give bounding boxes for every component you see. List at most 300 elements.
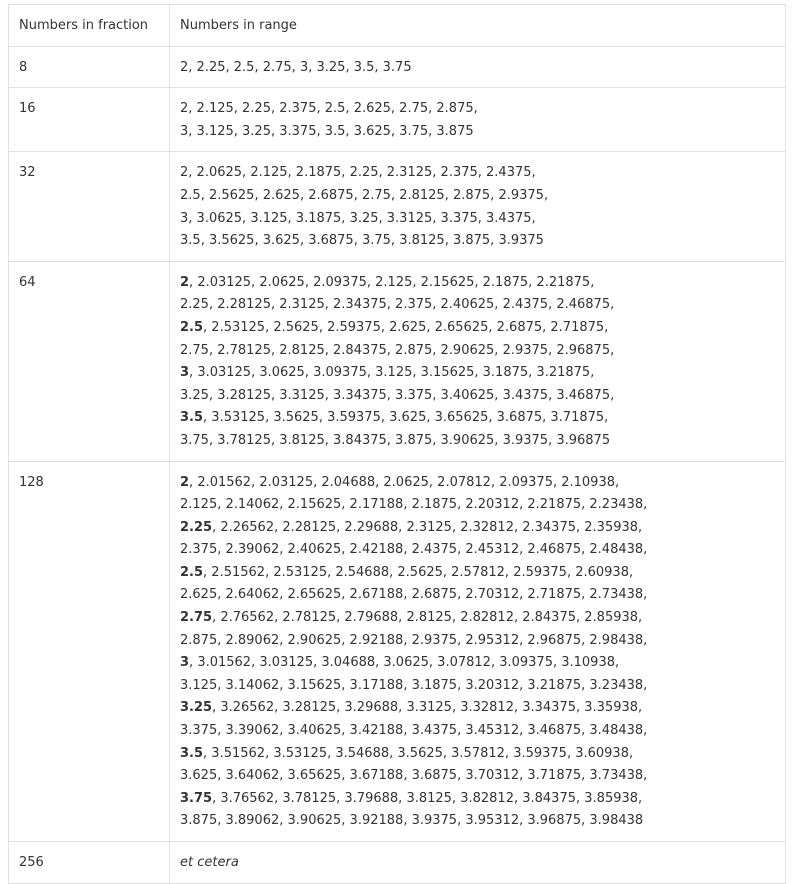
fraction-range-table	[8, 4, 786, 884]
value-separator: ,	[477, 210, 487, 226]
range-value: 3.15625	[420, 365, 475, 381]
range-line	[180, 230, 775, 253]
line-end-comma: ,	[643, 632, 648, 648]
value-separator: ,	[528, 365, 537, 381]
value-separator: ,	[576, 519, 585, 535]
range-value: 2.9375	[502, 342, 549, 358]
range-value: 3.53125	[211, 410, 266, 426]
range-value: 2.53125	[273, 564, 328, 580]
range-line	[180, 584, 775, 607]
range-line	[180, 810, 775, 833]
value-separator: ,	[490, 187, 499, 203]
range-value: 3.73438	[589, 768, 644, 784]
value-separator: ,	[403, 497, 412, 513]
line-end-comma: ,	[543, 187, 549, 203]
range-value: 2.26562	[220, 519, 275, 535]
range-value: 2.375	[395, 297, 433, 313]
range-value: 2.125	[196, 101, 234, 117]
range-value: 2.40625	[287, 542, 342, 558]
range-value: 3.25	[349, 210, 379, 226]
value-separator: ,	[519, 632, 528, 648]
range-value: 2	[180, 59, 189, 75]
value-separator: ,	[203, 745, 212, 761]
range-value: 2.6875	[308, 187, 354, 203]
range-value: 2.4375	[411, 542, 458, 558]
range-value: 3.75	[361, 233, 391, 249]
range-value: 3.5	[180, 410, 204, 426]
value-separator: ,	[576, 790, 585, 806]
value-separator: ,	[519, 768, 528, 784]
range-value: 2.45312	[465, 542, 520, 558]
et-cetera-note: et cetera	[180, 855, 239, 870]
value-separator: ,	[324, 342, 334, 358]
line-end-comma: ,	[610, 387, 615, 403]
range-value: 2.35938	[584, 519, 639, 535]
range-value: 3.03125	[259, 655, 314, 671]
value-separator: ,	[548, 342, 557, 358]
range-value: 3.125	[375, 365, 413, 381]
range-value: 2.96875	[556, 342, 611, 358]
range-value: 3.5	[180, 233, 201, 249]
value-separator: ,	[386, 297, 396, 313]
range-line	[180, 317, 775, 340]
line-end-comma: ,	[643, 723, 648, 739]
value-separator: ,	[488, 410, 497, 426]
range-value: 2.84375	[333, 342, 387, 358]
range-value: 3.78125	[282, 790, 337, 806]
range-line	[180, 208, 775, 231]
value-separator: ,	[528, 274, 537, 290]
value-separator: ,	[212, 519, 221, 535]
range-value: 2.1875	[295, 165, 342, 181]
value-separator: ,	[566, 745, 576, 761]
range-value: 2.5	[180, 564, 204, 580]
range-value: 3.0625	[383, 655, 429, 671]
range-value: 3.40625	[440, 387, 495, 403]
range-value: 2.03125	[197, 274, 252, 290]
value-separator: ,	[374, 59, 383, 75]
range-value: 3.75	[382, 59, 412, 75]
range-value: 2.90625	[440, 342, 495, 358]
range-line	[180, 652, 775, 675]
range-value: 3.125	[180, 677, 218, 693]
value-separator: ,	[566, 564, 576, 580]
range-value: 3.125	[196, 123, 234, 139]
range-value: 3.92188	[349, 813, 404, 829]
value-separator: ,	[494, 432, 503, 448]
value-separator: ,	[345, 59, 354, 75]
range-value: 3.98438	[589, 813, 644, 829]
range-value: 2.5625	[397, 564, 443, 580]
value-separator: ,	[513, 790, 523, 806]
value-separator: ,	[390, 101, 400, 117]
range-value: 2.1875	[482, 274, 529, 290]
range-value: 2	[180, 474, 190, 490]
range-value: 2.98438	[589, 632, 644, 648]
range-value: 3.60938	[575, 745, 629, 761]
range-line	[180, 430, 775, 453]
value-separator: ,	[304, 365, 314, 381]
value-separator: ,	[490, 655, 500, 671]
range-value: 2.15625	[287, 497, 342, 513]
value-separator: ,	[398, 610, 407, 626]
value-separator: ,	[270, 123, 280, 139]
value-separator: ,	[225, 59, 234, 75]
value-separator: ,	[457, 587, 466, 603]
range-value: 3.25	[316, 59, 346, 75]
value-separator: ,	[242, 165, 251, 181]
value-separator: ,	[378, 210, 387, 226]
range-value: 2.5	[180, 319, 204, 335]
range-value: 2.59375	[327, 319, 381, 335]
value-separator: ,	[428, 101, 437, 117]
line-end-comma: ,	[604, 410, 609, 426]
range-value: 3.875	[452, 233, 491, 249]
line-end-comma: ,	[590, 365, 595, 381]
range-value: 3.35938	[584, 700, 639, 716]
table-row	[9, 152, 786, 261]
range-value: 2.6875	[411, 587, 458, 603]
range-value: 2.625	[262, 187, 300, 203]
table-row	[9, 46, 786, 88]
range-value: 2.25	[180, 519, 213, 535]
range-value: 3.4375	[411, 723, 458, 739]
value-separator: ,	[217, 723, 226, 739]
range-value: 3.21875	[536, 365, 591, 381]
range-value: 2.25	[349, 165, 379, 181]
range-line	[180, 517, 775, 540]
range-value: 3.40625	[287, 723, 342, 739]
value-separator: ,	[287, 165, 296, 181]
value-separator: ,	[188, 123, 197, 139]
value-separator: ,	[189, 274, 198, 290]
value-separator: ,	[270, 387, 280, 403]
range-line	[180, 494, 775, 517]
range-value: 3.53125	[273, 745, 328, 761]
range-value: 2.4375	[502, 297, 549, 313]
range-value: 3.3125	[279, 387, 325, 403]
range-value: 2.78125	[217, 342, 271, 358]
value-separator: ,	[341, 542, 350, 558]
range-value: 2	[180, 101, 189, 117]
header-row	[9, 5, 786, 47]
value-separator: ,	[324, 432, 334, 448]
range-value: 3.14062	[225, 677, 280, 693]
table-row	[9, 842, 786, 884]
value-separator: ,	[457, 542, 466, 558]
range-line	[180, 607, 775, 630]
line-end-comma: ,	[643, 542, 648, 558]
value-separator: ,	[581, 497, 590, 513]
range-value: 2.0625	[259, 274, 305, 290]
range-value: 3.28125	[282, 700, 337, 716]
range-value: 3.875	[180, 813, 218, 829]
range-value: 3.9375	[411, 813, 458, 829]
value-separator: ,	[432, 210, 441, 226]
range-value: 3.75	[180, 432, 209, 448]
range-value: 3.8125	[399, 233, 445, 249]
range-value: 3.39062	[225, 723, 280, 739]
range-value: 2.09375	[499, 474, 553, 490]
range-value: 2.28125	[217, 297, 271, 313]
value-separator: ,	[548, 432, 557, 448]
range-value: 3.875	[395, 432, 433, 448]
range-value: 3.70312	[465, 768, 520, 784]
value-separator: ,	[341, 632, 350, 648]
range-value: 3.1875	[295, 210, 342, 226]
range-cell	[170, 152, 786, 261]
value-separator: ,	[542, 410, 551, 426]
range-cell	[170, 261, 786, 461]
range-value: 2.46875	[556, 297, 611, 313]
table-row	[9, 261, 786, 461]
value-separator: ,	[299, 187, 309, 203]
range-value: 2.79688	[344, 610, 399, 626]
range-value: 2.5	[233, 59, 255, 75]
range-value: 2.59375	[513, 564, 567, 580]
range-value: 2.60938	[575, 564, 629, 580]
value-separator: ,	[251, 474, 260, 490]
range-value: 3.01562	[197, 655, 252, 671]
value-separator: ,	[513, 700, 523, 716]
value-separator: ,	[313, 655, 322, 671]
range-value: 3.20312	[465, 677, 520, 693]
range-value: 3.85938	[584, 790, 639, 806]
header-numbers-in-fraction: Numbers in fraction	[9, 5, 170, 47]
range-value: 2.23438	[589, 497, 644, 513]
value-separator: ,	[353, 233, 362, 249]
value-separator: ,	[316, 123, 325, 139]
value-separator: ,	[279, 542, 288, 558]
range-value: 2.42188	[349, 542, 404, 558]
value-separator: ,	[444, 187, 453, 203]
range-value: 2.25	[242, 101, 271, 117]
range-value: 3.42188	[349, 723, 404, 739]
range-value: 3.9375	[502, 432, 549, 448]
range-value: 2.14062	[225, 497, 280, 513]
range-value: 3.84375	[522, 790, 576, 806]
range-value: 2.8125	[279, 342, 325, 358]
range-value: 2.875	[180, 632, 218, 648]
range-value: 3.8125	[406, 790, 452, 806]
range-value: 3.21875	[527, 677, 582, 693]
range-value: 2.125	[250, 165, 288, 181]
range-value: 2.20312	[465, 497, 520, 513]
range-value: 2.21875	[527, 497, 582, 513]
range-value: 2.625	[353, 101, 391, 117]
range-value: 3.29688	[344, 700, 399, 716]
range-value: 2.96875	[527, 632, 582, 648]
line-end-comma: ,	[615, 655, 620, 671]
range-value: 2.01562	[197, 474, 252, 490]
value-separator: ,	[490, 474, 500, 490]
range-value: 2.17188	[349, 497, 404, 513]
range-value: 3.625	[389, 410, 427, 426]
value-separator: ,	[552, 474, 562, 490]
value-separator: ,	[274, 790, 283, 806]
value-separator: ,	[451, 700, 461, 716]
range-value: 2.0625	[383, 474, 429, 490]
range-value: 2.125	[375, 274, 413, 290]
value-separator: ,	[287, 210, 296, 226]
fraction-cell: 256	[9, 842, 170, 884]
line-end-comma: ,	[628, 745, 634, 761]
range-value: 2.09375	[313, 274, 367, 290]
range-value: 2.84375	[522, 610, 576, 626]
range-value: 2	[180, 274, 190, 290]
header-numbers-in-range: Numbers in range	[170, 5, 786, 47]
fraction-cell: 32	[9, 152, 170, 261]
range-value: 2.73438	[589, 587, 644, 603]
line-end-comma: ,	[628, 564, 634, 580]
value-separator: ,	[412, 365, 421, 381]
range-value: 3.95312	[465, 813, 520, 829]
value-separator: ,	[200, 233, 209, 249]
value-separator: ,	[548, 387, 557, 403]
range-value: 2.28125	[282, 519, 337, 535]
range-value: 2.4375	[486, 165, 532, 181]
range-value: 3.51562	[211, 745, 266, 761]
value-separator: ,	[188, 59, 197, 75]
value-separator: ,	[494, 297, 503, 313]
value-separator: ,	[426, 410, 435, 426]
value-separator: ,	[279, 497, 288, 513]
range-value: 3.25	[242, 123, 271, 139]
value-separator: ,	[189, 474, 198, 490]
range-value: 3.46875	[527, 723, 582, 739]
value-separator: ,	[341, 210, 350, 226]
value-separator: ,	[504, 564, 514, 580]
value-separator: ,	[270, 432, 280, 448]
range-value: 2.15625	[420, 274, 475, 290]
value-separator: ,	[389, 564, 398, 580]
value-separator: ,	[519, 542, 528, 558]
range-value: 2.71875	[527, 587, 582, 603]
table-row	[9, 88, 786, 152]
range-cell	[170, 842, 786, 884]
value-separator: ,	[274, 700, 283, 716]
value-separator: ,	[519, 723, 528, 739]
value-separator: ,	[576, 610, 585, 626]
range-value: 2.92188	[349, 632, 404, 648]
range-value: 3.65625	[434, 410, 489, 426]
range-value: 2.71875	[550, 319, 605, 335]
range-value: 3.5	[353, 59, 375, 75]
range-value: 3.875	[436, 123, 474, 139]
range-value: 3.32812	[460, 700, 514, 716]
line-end-comma: ,	[643, 677, 648, 693]
range-value: 3.54688	[335, 745, 390, 761]
range-value: 3.57812	[451, 745, 505, 761]
value-separator: ,	[188, 101, 197, 117]
range-value: 3.34375	[522, 700, 576, 716]
line-end-comma: ,	[638, 519, 643, 535]
line-end-comma: ,	[604, 319, 609, 335]
range-value: 3.07812	[437, 655, 491, 671]
value-separator: ,	[217, 632, 226, 648]
value-separator: ,	[581, 677, 590, 693]
range-value: 2.54688	[335, 564, 390, 580]
line-end-comma: ,	[615, 474, 620, 490]
value-separator: ,	[279, 768, 288, 784]
line-end-comma: ,	[638, 610, 643, 626]
value-separator: ,	[313, 474, 322, 490]
range-value: 2.10938	[561, 474, 615, 490]
value-separator: ,	[403, 677, 412, 693]
value-separator: ,	[274, 610, 283, 626]
range-value: 2.64062	[225, 587, 280, 603]
value-separator: ,	[254, 187, 263, 203]
range-line	[180, 630, 775, 653]
range-value: 2.625	[180, 587, 218, 603]
value-separator: ,	[451, 790, 461, 806]
value-separator: ,	[519, 587, 528, 603]
range-value: 2.875	[395, 342, 433, 358]
range-value: 3.67188	[349, 768, 404, 784]
range-value: 2.51562	[211, 564, 266, 580]
range-value: 2.32812	[460, 519, 514, 535]
value-separator: ,	[279, 813, 288, 829]
range-value: 3.375	[279, 123, 317, 139]
value-separator: ,	[581, 768, 590, 784]
range-value: 2.375	[180, 542, 218, 558]
value-separator: ,	[390, 187, 400, 203]
value-separator: ,	[513, 610, 523, 626]
value-separator: ,	[366, 365, 376, 381]
range-line	[180, 57, 775, 80]
range-value: 3.6875	[411, 768, 458, 784]
value-separator: ,	[203, 564, 212, 580]
range-value: 3.59375	[513, 745, 567, 761]
range-value: 3.76562	[220, 790, 275, 806]
value-separator: ,	[375, 474, 384, 490]
value-separator: ,	[380, 410, 390, 426]
value-separator: ,	[451, 610, 461, 626]
range-value: 3.79688	[344, 790, 399, 806]
value-separator: ,	[265, 745, 274, 761]
value-separator: ,	[208, 297, 218, 313]
value-separator: ,	[251, 365, 260, 381]
range-value: 2.8125	[399, 187, 445, 203]
range-value: 2.65625	[287, 587, 342, 603]
value-separator: ,	[581, 813, 590, 829]
range-value: 2.5625	[273, 319, 319, 335]
range-value: 3.5	[324, 123, 346, 139]
range-line	[180, 385, 775, 408]
range-value: 3.03125	[197, 365, 252, 381]
range-value: 3.71875	[527, 768, 582, 784]
line-end-comma: ,	[531, 165, 536, 181]
range-value: 2.875	[452, 187, 491, 203]
value-separator: ,	[336, 790, 345, 806]
value-separator: ,	[353, 187, 362, 203]
value-separator: ,	[442, 564, 452, 580]
value-separator: ,	[217, 813, 226, 829]
range-value: 2.29688	[344, 519, 399, 535]
value-separator: ,	[581, 632, 590, 648]
value-separator: ,	[212, 790, 221, 806]
line-end-comma: ,	[610, 342, 615, 358]
value-separator: ,	[457, 813, 466, 829]
range-value: 3.4375	[486, 210, 532, 226]
range-line	[180, 98, 775, 121]
range-value: 2.82812	[460, 610, 514, 626]
value-separator: ,	[432, 387, 441, 403]
range-line	[180, 340, 775, 363]
value-separator: ,	[324, 297, 334, 313]
range-value: 3.9375	[498, 233, 544, 249]
value-separator: ,	[398, 700, 407, 716]
